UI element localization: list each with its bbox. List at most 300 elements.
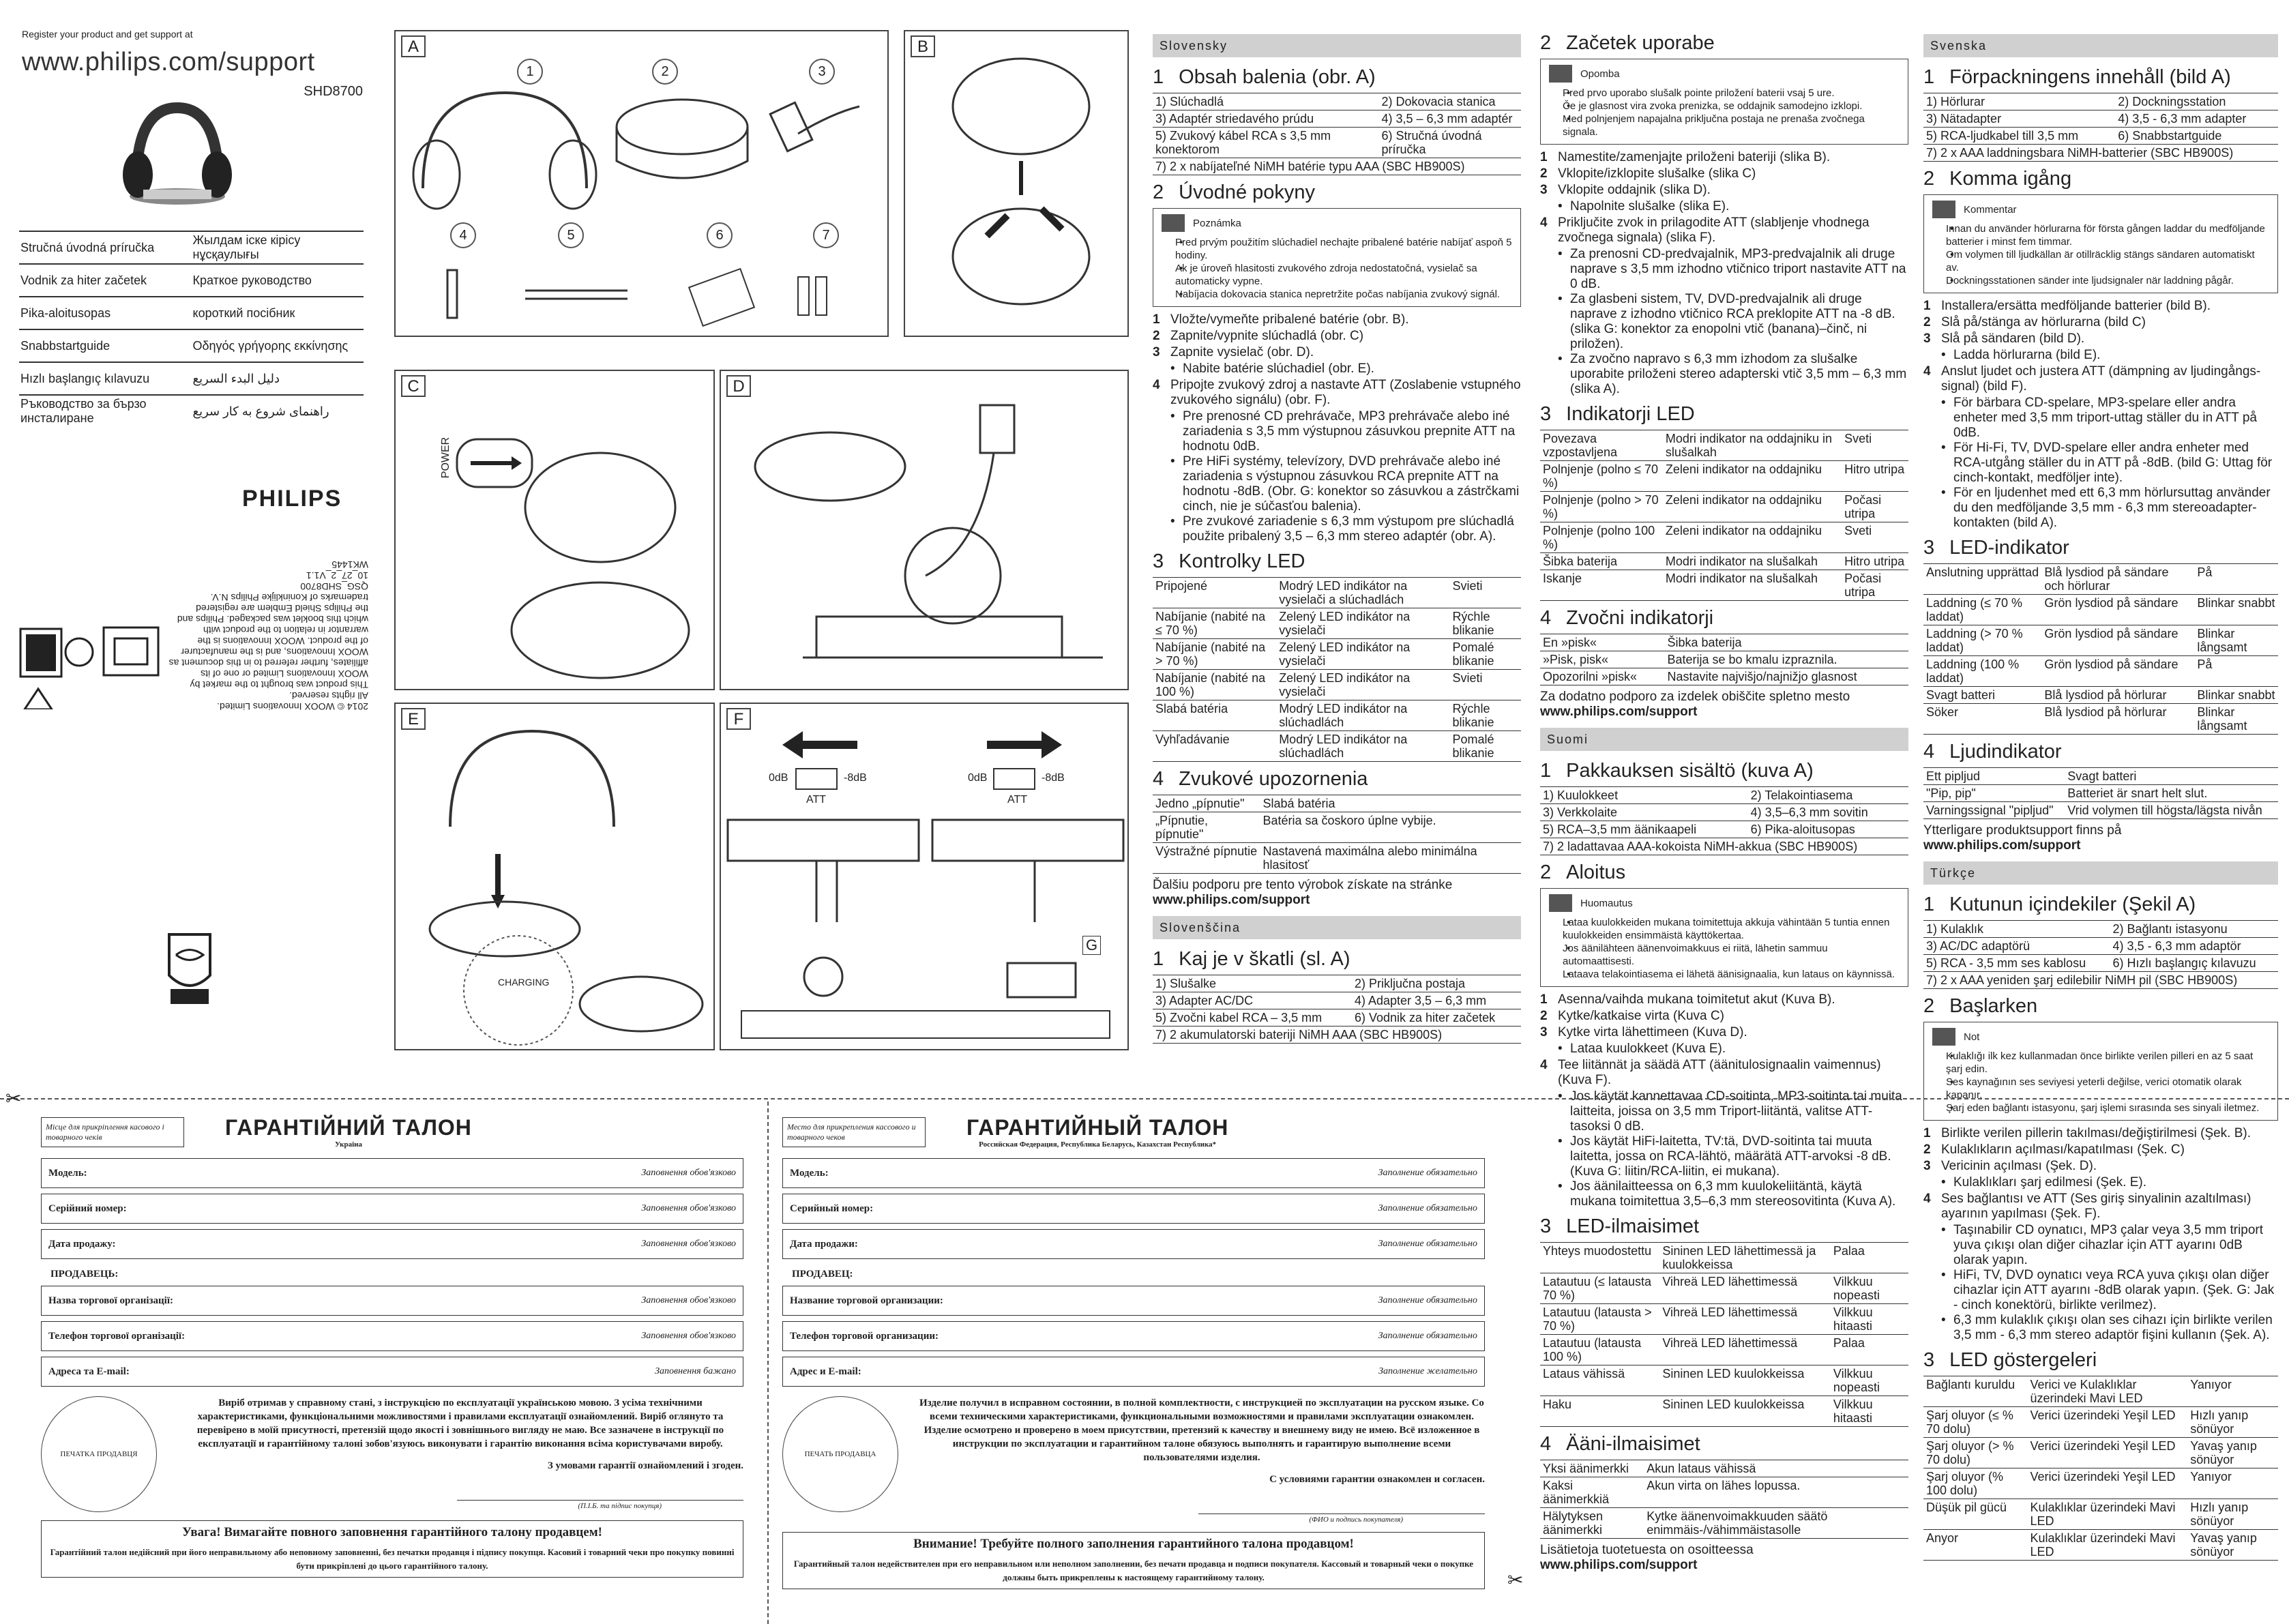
panel-label: C <box>401 375 426 397</box>
step-number: 3 <box>1540 183 1548 197</box>
table-cell: Laddning (100 % laddat) <box>1923 656 2041 687</box>
section-number: 2 <box>1923 168 1935 190</box>
warranty-field[interactable] <box>782 1194 1485 1224</box>
warranty-title: ГАРАНТИЙНЫЙ ТАЛОН <box>966 1115 1229 1140</box>
section-title: Kutunun içindekiler (Şekil A) <box>1949 894 2196 915</box>
led-table <box>1540 1242 1908 1427</box>
table-cell: Vihreä LED lähettimessä <box>1659 1273 1831 1304</box>
step-bullet: • Napolnite slušalke (slika E). <box>1540 199 1908 214</box>
table-cell: Kytke äänenvoimakkuuden säätö enimmäis-/vähimmäistasolle <box>1644 1508 1908 1539</box>
note-icon <box>1549 65 1572 83</box>
table-row <box>1540 1273 1908 1304</box>
support-url[interactable]: www.philips.com/support <box>22 48 315 76</box>
section-number: 4 <box>1540 1433 1552 1455</box>
field-label: Адрес и E-mail: <box>790 1365 861 1377</box>
table-cell: 6) Stručná úvodná príručka <box>1378 128 1521 158</box>
table-row <box>1540 1396 1908 1427</box>
warranty-text: Изделие получил в исправном состоянии, в полной комплектности, с инструкцией по эксплуатации на русском языке. Со всеми техническими характеристиками, функциональными возможностями и правилами эксплуатации ознакомлен. Изделие осмотрено и проверено в моем присутствии, претензий к качеству и внешнему виду не имею. Всё изложенное в инструкции по эксплуатации и гарантийном талоне обязуюсь выполнять и гарантирую выполнение всеми пользователями изделия. <box>919 1398 1484 1463</box>
step-text: Installera/ersätta medföljande batterier (bild B). <box>1941 299 2211 313</box>
step-bullet: • Jos käytät HiFi-laitetta, TV:tä, DVD-soitinta tai muuta laitetta, jossa on RCA-lähtö, määrätä ATT-arvoksi -8 dB. (Kuva G: liitin/RCA-liitin, ei mukana). <box>1540 1134 1908 1179</box>
figure-panel-a <box>394 30 889 337</box>
table-cell: Batéria sa čoskoro úplne vybije. <box>1260 812 1521 843</box>
table-row <box>1923 802 2278 819</box>
step-number: 4 <box>1923 1192 1931 1206</box>
item-number: 2 <box>652 59 678 85</box>
table-cell: Anslutning upprättad <box>1923 564 2041 595</box>
table-row <box>1153 975 1521 992</box>
table-row <box>1540 1243 1908 1273</box>
section-number: 1 <box>1153 66 1164 88</box>
step-text: Vklopite/izklopite slušalke (slika C) <box>1558 166 1756 181</box>
table-row <box>1923 972 2278 989</box>
warranty-footer: Гарантійний талон недійсний при його неправильному або неповному заповненні, без печатки продавця і підпису покупця. Касовий і товарний чеки про покупку повинні бути прикріплені до цього гарантійного талону. <box>50 1547 735 1571</box>
table-row <box>1923 110 2278 128</box>
section-number: 2 <box>1540 32 1552 54</box>
support-link[interactable]: www.philips.com/support <box>1540 1558 1698 1572</box>
step-text: Namestite/zamenjajte priloženi bateriji (slika B). <box>1558 150 1831 164</box>
table-cell: Vyhľadávanie <box>1153 731 1276 762</box>
stamp-label: ПЕЧАТКА ПРОДАВЦЯ <box>60 1450 138 1458</box>
panel-c-illustration <box>396 371 716 692</box>
table-cell: Hızlı yanıp sönüyor <box>2187 1499 2278 1530</box>
field-hint: Заповнення обов'язково <box>641 1239 736 1249</box>
stamp-label: ПЕЧАТЬ ПРОДАВЦА <box>804 1450 876 1458</box>
item-number: 7 <box>813 222 839 248</box>
support-text: Ytterligare produktsupport finns på <box>1923 823 2122 838</box>
table-cell: Sveti <box>1842 430 1908 461</box>
step-text: Zapnite vysielač (obr. D). <box>1170 345 1314 359</box>
table-cell: Lataus vähissä <box>1540 1365 1659 1396</box>
step-number: 1 <box>1923 1126 1931 1140</box>
warranty-inner <box>782 1115 1485 1589</box>
table-cell: Iskanje <box>1540 570 1663 601</box>
step-item <box>1923 315 2278 330</box>
box-contents-table <box>1923 93 2278 162</box>
section-heading <box>1540 1433 1908 1455</box>
step-bullet: • Pre HiFi systémy, televízory, DVD prehrávače alebo iné zariadenia s výstupnou zásuvkou RCA prepnite ATT na hodnotu -8dB. (Obr. G: konektor so zásuvkou a zástrčkami cinch, nie je súčasťou balenia). <box>1153 454 1521 514</box>
seller-heading: ПРОДАВЕЦ: <box>792 1269 853 1280</box>
step-item <box>1540 1058 1908 1088</box>
step-text: Birlikte verilen pillerin takılması/değiştirilmesi (Şek. B). <box>1941 1126 2251 1140</box>
table-row <box>1540 570 1908 601</box>
table-cell: Šibka baterija <box>1664 634 1908 651</box>
note-header <box>1549 894 1900 912</box>
language-title: راهنمای شروع به کار سریع <box>192 404 329 418</box>
table-cell: Povezava vzpostavljena <box>1540 430 1663 461</box>
note-item: • Lataa kuulokkeiden mukana toimitettuja akkuja vähintään 5 tuntia ennen kuulokkeiden ensimmäistä käyttökertaa. <box>1549 916 1900 942</box>
section-title: Pakkauksen sisältö (kuva A) <box>1566 760 1814 782</box>
table-cell: Zelený LED indikátor na vysielači <box>1276 639 1449 670</box>
step-number: 1 <box>1540 150 1548 164</box>
panel-label: D <box>726 375 751 397</box>
step-bullet: • Za prenosni CD-predvajalnik, MP3-predvajalnik ali druge naprave s 3,5 mm izhodno vtičnico triport nastavite ATT na 0 dB. <box>1540 247 1908 292</box>
section-heading <box>1923 995 2278 1017</box>
warranty-header <box>41 1115 743 1149</box>
warranty-field[interactable] <box>41 1229 743 1259</box>
table-row <box>1153 1009 1521 1027</box>
language-title: دليل البدء السريع <box>192 371 280 385</box>
section-number: 3 <box>1923 1349 1935 1371</box>
table-cell: Vilkkuu hitaasti <box>1831 1396 1908 1427</box>
panel-label: E <box>401 708 426 730</box>
table-cell: Zeleni indikator na oddajniku <box>1663 522 1842 553</box>
field-hint: Заповнення обов'язково <box>641 1203 736 1213</box>
sound-table <box>1923 767 2278 819</box>
support-link[interactable]: www.philips.com/support <box>1153 893 1310 907</box>
table-cell: Şarj oluyor (≤ % 70 dolu) <box>1923 1407 2027 1438</box>
table-cell: Rýchle blikanie <box>1449 608 1521 639</box>
step-text: Kytke/katkaise virta (Kuva C) <box>1558 1009 1724 1023</box>
fineprint-line: 10_27_2_V1.1 <box>306 570 368 581</box>
language-title: короткий посібник <box>192 306 295 320</box>
table-cell: Šibka baterija <box>1540 553 1663 570</box>
warranty-warning-box <box>41 1520 743 1578</box>
step-number: 4 <box>1923 364 1931 379</box>
note-box <box>1153 208 1521 307</box>
table-cell: 6) Vodnik za hiter začetek <box>1352 1009 1521 1027</box>
support-link[interactable]: www.philips.com/support <box>1923 838 2081 853</box>
section-title: Kaj je v škatli (sl. A) <box>1179 948 1350 970</box>
table-cell: 5) Zvukový kábel RCA s 3,5 mm konektorom <box>1153 128 1378 158</box>
table-cell: 6) Hızlı başlangıç kılavuzu <box>2110 955 2278 972</box>
language-title: Pika-aloitusopas <box>20 306 111 320</box>
section-title: Zvočni indikatorji <box>1566 607 1714 629</box>
table-row <box>1923 93 2278 110</box>
table-row <box>1923 768 2278 785</box>
signature-line[interactable] <box>457 1500 743 1501</box>
att-0db-label: 0dB <box>968 772 988 784</box>
table-cell: 4) Adapter 3,5 – 6,3 mm <box>1352 992 1521 1009</box>
fineprint-line: which this booklet was packaged. Philips and <box>177 614 368 625</box>
table-cell: Grön lysdiod på sändare <box>2041 595 2194 625</box>
table-cell: Latautuu (latausta > 70 %) <box>1540 1304 1659 1335</box>
note-item: • Şarj eden bağlantı istasyonu, şarj işlemi sırasında ses sinyali iletmez. <box>1932 1102 2269 1114</box>
field-hint: Заполнение желательно <box>1378 1366 1477 1376</box>
step-item <box>1540 216 1908 246</box>
support-line <box>1540 690 1908 720</box>
table-cell: 3) Adapter AC/DC <box>1153 992 1352 1009</box>
table-row <box>1540 1508 1908 1539</box>
warranty-country: Российская Федерация, Республика Беларусь, Казахстан Республика* <box>979 1140 1217 1149</box>
step-item <box>1153 329 1521 344</box>
table-row <box>1540 634 1908 651</box>
section-title: Zvukové upozornenia <box>1179 768 1368 790</box>
step-bullet: • För en ljudenhet med ett 6,3 mm hörlursuttag använder du den medföljande 3,5 mm - 6,3 mm stereoadapter-kontakten (bild A). <box>1923 486 2278 531</box>
step-item <box>1540 166 1908 181</box>
warranty-text-block <box>919 1396 1485 1524</box>
field-label: Дата продажи: <box>790 1238 858 1250</box>
step-text: Vklopite oddajnik (slika D). <box>1558 183 1711 197</box>
table-cell: 2) Dockningsstation <box>2115 93 2278 110</box>
table-cell: 2) Bağlantı istasyonu <box>2110 921 2278 938</box>
step-number: 2 <box>1923 315 1931 329</box>
field-label: Телефон торговой организации: <box>790 1330 939 1342</box>
note-label: Poznámka <box>1193 217 1241 229</box>
fineprint-line: the Philips Shield Emblem are registered <box>196 603 368 614</box>
table-cell: 1) Slušalke <box>1153 975 1352 992</box>
box-contents-table <box>1923 920 2278 989</box>
signature-hint: (ФИО и подпись покупателя) <box>1309 1516 1403 1524</box>
warranty-field[interactable] <box>782 1229 1485 1259</box>
note-item: • Kulaklığı ilk kez kullanmadan önce birlikte verilen pilleri en az 5 saat şarj edin. <box>1932 1050 2269 1076</box>
step-text: Pripojte zvukový zdroj a nastavte ATT (Zoslabenie vstupného zvukového signálu) (obr. F). <box>1170 378 1521 407</box>
step-item <box>1923 299 2278 314</box>
field-label: Серийный номер: <box>790 1202 874 1214</box>
section-heading <box>1153 550 1521 572</box>
warranty-field[interactable] <box>41 1194 743 1224</box>
step-item <box>1540 150 1908 165</box>
warranty-field[interactable] <box>782 1357 1485 1387</box>
section-title: Obsah balenia (obr. A) <box>1179 66 1376 88</box>
scissors-icon: ✂ <box>5 1088 22 1109</box>
column-slovenian-finnish <box>1540 26 1908 1573</box>
step-item <box>1153 378 1521 408</box>
warranty-field[interactable] <box>782 1286 1485 1316</box>
support-text: Lisätietoja tuotetuesta on osoitteessa <box>1540 1543 1754 1557</box>
table-cell: Vilkkuu hitaasti <box>1831 1304 1908 1335</box>
table-cell: 4) 3,5 - 6,3 mm adapter <box>2115 110 2278 128</box>
panel-label: B <box>911 35 935 57</box>
step-bullet: • Jos käytät kannettavaa CD-soitinta, MP3-soitinta tai muita laitteita, joissa on 3,5 mm Triport-liitäntä, valitse ATT-tasoksi 0 dB. <box>1540 1089 1908 1134</box>
power-label: POWER <box>440 437 452 479</box>
figure-panel-c <box>394 370 715 690</box>
sound-table <box>1153 795 1521 874</box>
step-number: 3 <box>1923 1159 1931 1173</box>
warranty-text-block <box>177 1396 743 1512</box>
table-cell: Nabíjanie (nabité na ≤ 70 %) <box>1153 608 1276 639</box>
seller-heading: ПРОДАВЕЦЬ: <box>50 1269 119 1280</box>
section-number: 4 <box>1153 768 1164 790</box>
table-cell: Anyor <box>1923 1530 2027 1561</box>
table-cell: Söker <box>1923 704 2041 735</box>
table-row <box>1153 843 1521 874</box>
table-cell: En »pisk« <box>1540 634 1664 651</box>
table-row <box>1540 1477 1908 1508</box>
support-text: Ďalšiu podporu pre tento výrobok získate na stránke <box>1153 878 1453 892</box>
att-8db-label: -8dB <box>1042 772 1065 784</box>
table-cell: Vrid volymen till högsta/lägsta nivån <box>2065 802 2278 819</box>
section-number: 4 <box>1923 741 1935 763</box>
section-number: 3 <box>1540 1215 1552 1237</box>
table-row <box>1923 938 2278 955</box>
field-label: Назва торгової організації: <box>48 1295 174 1306</box>
step-number: 2 <box>1540 166 1548 181</box>
register-header <box>22 27 363 100</box>
step-item <box>1540 1009 1908 1024</box>
step-text: Zapnite/vypnite slúchadlá (obr. C) <box>1170 329 1364 343</box>
table-cell: Blå lysdiod på hörlurar <box>2041 704 2194 735</box>
warranty-warning-box <box>782 1532 1485 1589</box>
field-hint: Заполнение обязательно <box>1378 1203 1477 1213</box>
table-cell: 6) Snabbstartguide <box>2115 128 2278 145</box>
warranty-field[interactable] <box>41 1286 743 1316</box>
note-icon <box>1549 894 1572 912</box>
step-number: 1 <box>1540 992 1548 1007</box>
table-row <box>1153 795 1521 812</box>
table-cell: Svieti <box>1449 670 1521 700</box>
table-row <box>1153 700 1521 731</box>
table-cell: Yanıyor <box>2187 1376 2278 1407</box>
language-row <box>19 394 364 427</box>
table-row <box>1923 1407 2278 1438</box>
step-number: 4 <box>1540 216 1548 230</box>
note-icon <box>1932 1028 1955 1046</box>
product-image <box>109 94 246 210</box>
step-number: 1 <box>1153 312 1160 327</box>
warranty-card-ukraine <box>27 1102 764 1624</box>
table-row <box>1923 1468 2278 1499</box>
table-row <box>1540 668 1908 685</box>
table-cell: 3) Adaptér striedavého prúdu <box>1153 110 1378 128</box>
step-text: Ses bağlantısı ve ATT (Ses giriş sinyalinin azaltılması) ayarının yapılması (Şek. F). <box>1941 1192 2251 1221</box>
warranty-field[interactable] <box>41 1158 743 1188</box>
table-cell: Polnjenje (polno 100 %) <box>1540 522 1663 553</box>
field-hint: Заполнение обязательно <box>1378 1295 1477 1305</box>
table-row <box>1923 1376 2278 1407</box>
step-text: Priključite zvok in prilagodite ATT (slabljenje vhodnega zvočnega signala) (slika F). <box>1558 216 1870 245</box>
table-row <box>1153 1027 1521 1044</box>
note-item: • Ses kaynağının ses seviyesi yeterli değilse, verici otomatik olarak kapanır. <box>1932 1076 2269 1102</box>
table-cell: 7) 2 x nabíjateľné NiMH batérie typu AAA (SBC HB900S) <box>1153 158 1521 175</box>
table-cell: Kulaklıklar üzerindeki Mavi LED <box>2027 1530 2187 1561</box>
table-cell: Opozorilni »pisk« <box>1540 668 1664 685</box>
table-row <box>1923 785 2278 802</box>
table-cell: 2) Telakointiasema <box>1748 787 1908 804</box>
table-row <box>1540 1304 1908 1335</box>
sound-table <box>1540 1460 1908 1539</box>
fineprint-line: All rights reserved. <box>289 690 368 701</box>
warranty-field[interactable] <box>41 1321 743 1351</box>
step-bullet: • Za glasbeni sistem, TV, DVD-predvajalnik ali druge naprave z izhodno vtičnico RCA preklopite ATT na -8 dB. (slika G: konektor za enopolni vtič (banana)–činč, ni priložen). <box>1540 292 1908 352</box>
warranty-field[interactable] <box>41 1357 743 1387</box>
field-label: Модель: <box>790 1167 829 1179</box>
note-item: • Jos äänilähteen äänenvoimakkuus ei riitä, lähetin sammuu automaattisesti. <box>1549 942 1900 968</box>
section-title: Začetek uporabe <box>1566 32 1715 54</box>
field-hint: Заповнення бажано <box>655 1366 736 1376</box>
table-cell: Blinkar snabbt <box>2194 687 2278 704</box>
field-label: Серійний номер: <box>48 1202 127 1214</box>
language-row <box>19 296 364 329</box>
att-0db-label: 0dB <box>769 772 788 784</box>
panel-b-illustration <box>905 31 1130 338</box>
warranty-field[interactable] <box>782 1158 1485 1188</box>
table-cell: Yanıyor <box>2187 1468 2278 1499</box>
field-label: Название торговой организации: <box>790 1295 943 1306</box>
field-label: Адреса та E-mail: <box>48 1365 130 1377</box>
table-cell: 7) 2 x AAA yeniden şarj edilebilir NiMH pil (SBC HB900S) <box>1923 972 2278 989</box>
table-cell: Blinkar långsamt <box>2194 704 2278 735</box>
step-text: Slå på sändaren (bild D). <box>1941 331 2085 346</box>
table-cell: Varningssignal "pipljud" <box>1923 802 2065 819</box>
table-cell: Yhteys muodostettu <box>1540 1243 1659 1273</box>
fineprint-line: trademarks of Koninklijke Philips N.V. <box>210 592 368 603</box>
language-title: Snabbstartguide <box>20 338 110 353</box>
section-number: 2 <box>1153 181 1164 203</box>
support-line <box>1153 878 1521 908</box>
panel-e-illustration <box>396 704 716 1052</box>
table-cell: 1) Kuulokkeet <box>1540 787 1748 804</box>
step-number: 2 <box>1923 1142 1931 1157</box>
table-cell: Blå lysdiod på sändare och hörlurar <box>2041 564 2194 595</box>
step-number: 3 <box>1153 345 1160 359</box>
table-cell: Rýchle blikanie <box>1449 700 1521 731</box>
language-title: Жылдам іске кірісу нұсқаулығы <box>192 233 301 261</box>
section-title: Ljudindikator <box>1949 741 2062 763</box>
table-cell: Sininen LED kuulokkeissa <box>1659 1365 1831 1396</box>
table-cell: Palaa <box>1831 1243 1908 1273</box>
table-cell: 4) 3,5–6,3 mm sovitin <box>1748 804 1908 821</box>
table-cell: Polnjenje (polno > 70 %) <box>1540 492 1663 522</box>
table-cell: 7) 2 x AAA laddningsbara NiMH-batterier (SBC HB900S) <box>1923 145 2278 162</box>
step-bullet: • Jos äänilaitteessa on 6,3 mm kuulokeliitäntä, käytä mukana toimitettua 3,5–6,3 mm stereosovitinta (Kuva A). <box>1540 1179 1908 1209</box>
table-cell: Blinkar långsamt <box>2194 625 2278 656</box>
att-label: ATT <box>1007 794 1028 806</box>
warranty-field[interactable] <box>782 1321 1485 1351</box>
language-title: Vodnik za hiter začetek <box>20 273 147 287</box>
table-row <box>1540 821 1908 838</box>
receipt-placeholder: Місце для прикріплення касового і товарного чеків <box>41 1117 184 1147</box>
table-cell: Nastavite najvišjo/najnižjo glasnost <box>1664 668 1908 685</box>
table-row <box>1153 639 1521 670</box>
table-cell: Pripojené <box>1153 578 1276 608</box>
warranty-body <box>41 1396 743 1512</box>
table-cell: Vilkkuu nopeasti <box>1831 1365 1908 1396</box>
receipt-placeholder: Место для прикрепления кассового и товарного чеков <box>782 1117 926 1147</box>
table-cell: 3) Nätadapter <box>1923 110 2115 128</box>
step-text: Vericinin açılması (Şek. D). <box>1941 1159 2097 1173</box>
warranty-agree: С условиями гарантии ознакомлен и согласен. <box>1269 1474 1485 1485</box>
support-link[interactable]: www.philips.com/support <box>1540 705 1698 719</box>
table-cell: Bağlantı kuruldu <box>1923 1376 2027 1407</box>
led-table <box>1923 563 2278 735</box>
table-cell: Batteriet är snart helt slut. <box>2065 785 2278 802</box>
table-cell: Verici üzerindeki Yeşil LED <box>2027 1407 2187 1438</box>
language-title: Οδηγός γρήγορης εκκίνησης <box>192 338 349 353</box>
table-cell: Polnjenje (polno ≤ 70 %) <box>1540 461 1663 492</box>
note-item: • Pred prvo uporabo slušalk pointe priložení baterii vsaj 5 ure. <box>1549 87 1900 100</box>
step-text: Anslut ljudet och justera ATT (dämpning av ljudingångs-signal) (bild F). <box>1941 364 2261 394</box>
section-heading <box>1153 948 1521 970</box>
table-cell: Výstražné pípnutie <box>1153 843 1260 874</box>
table-cell: Verici üzerindeki Yeşil LED <box>2027 1468 2187 1499</box>
cut-line <box>0 1098 2289 1099</box>
table-cell: 5) RCA–3,5 mm äänikaapeli <box>1540 821 1748 838</box>
seller-stamp-area <box>782 1396 898 1512</box>
table-cell: Počasi utripa <box>1842 570 1908 601</box>
table-cell: Hitro utripa <box>1842 553 1908 570</box>
step-bullet: • Lataa kuulokkeet (Kuva E). <box>1540 1042 1908 1057</box>
table-row <box>1153 992 1521 1009</box>
table-row <box>1540 492 1908 522</box>
table-cell: Verici ve Kulaklıklar üzerindeki Mavi LED <box>2027 1376 2187 1407</box>
section-title: Komma igång <box>1949 168 2072 190</box>
note-icon <box>1932 201 1955 218</box>
section-title: LED-indikator <box>1949 537 2069 559</box>
table-cell: 2) Priključna postaja <box>1352 975 1521 992</box>
column-slovak-slovenian <box>1153 26 1521 1044</box>
column-swedish-turkish <box>1923 26 2278 1561</box>
language-section-bar: Slovensky <box>1153 34 1521 57</box>
table-cell: Slabá batéria <box>1153 700 1276 731</box>
table-cell: 1) Slúchadlá <box>1153 93 1378 110</box>
table-row <box>1923 955 2278 972</box>
step-text: Tee liitännät ja säädä ATT (äänitulosignaalin vaimennus) (Kuva F). <box>1558 1058 1881 1087</box>
item-number: 6 <box>707 222 733 248</box>
att-label: ATT <box>806 794 827 806</box>
fineprint-line: 2014 © WOOX Innovations Limited. <box>217 701 368 712</box>
step-number: 4 <box>1153 378 1160 392</box>
led-table <box>1540 430 1908 601</box>
